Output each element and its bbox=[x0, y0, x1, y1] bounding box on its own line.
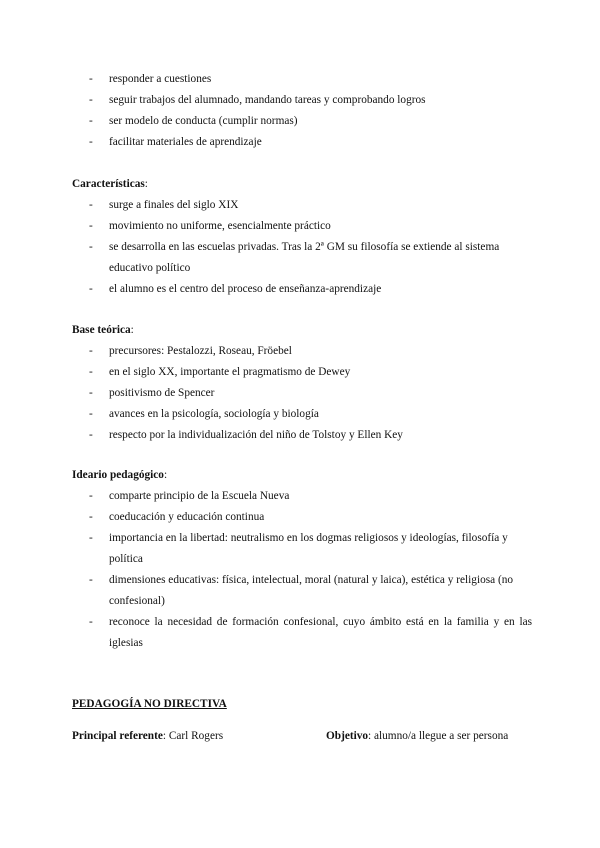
section-heading bbox=[72, 465, 532, 486]
referente-value: : Carl Rogers bbox=[162, 730, 224, 742]
list-item: - facilitar materiales de aprendizaje bbox=[72, 132, 532, 153]
list-item: - precursores: Pestalozzi, Roseau, Fröebel bbox=[72, 341, 532, 362]
list-item: - importancia en la libertad: neutralismo en los dogmas religiosos y ideologías, filosofía y política bbox=[72, 528, 532, 570]
heading-label: Ideario pedagógico bbox=[72, 469, 164, 481]
list-item: - respecto por la individualización del niño de Tolstoy y Ellen Key bbox=[72, 425, 532, 446]
referente-label: Principal referente bbox=[72, 730, 163, 742]
list-item: - avances en la psicología, sociología y biología bbox=[72, 404, 532, 425]
heading-colon: : bbox=[130, 324, 134, 336]
base-teorica-section bbox=[72, 320, 532, 446]
list-item: - coeducación y educación continua bbox=[72, 507, 532, 528]
list-item: - positivismo de Spencer bbox=[72, 383, 532, 404]
caracteristicas-list bbox=[72, 195, 532, 300]
roles-list bbox=[72, 69, 532, 153]
caracteristicas-section bbox=[72, 174, 532, 300]
roles-list-block bbox=[72, 69, 532, 153]
list-item: - dimensiones educativas: física, intelectual, moral (natural y laica), estética y religiosa (no confesional) bbox=[72, 570, 532, 612]
heading-label: Base teórica bbox=[72, 324, 131, 336]
list-item: - se desarrolla en las escuelas privadas. Tras la 2ª GM su filosofía se extiende al sistema educativo político bbox=[72, 237, 532, 279]
list-item: - surge a finales del siglo XIX bbox=[72, 195, 532, 216]
list-item: - comparte principio de la Escuela Nueva bbox=[72, 486, 532, 507]
list-item: - ser modelo de conducta (cumplir normas) bbox=[72, 111, 532, 132]
heading-colon: : bbox=[144, 178, 148, 190]
list-item: - seguir trabajos del alumnado, mandando tareas y comprobando logros bbox=[72, 90, 532, 111]
ideario-list bbox=[72, 486, 532, 654]
list-item: - el alumno es el centro del proceso de enseñanza-aprendizaje bbox=[72, 279, 532, 300]
list-item: - movimiento no uniforme, esencialmente práctico bbox=[72, 216, 532, 237]
section-heading bbox=[72, 174, 532, 195]
section-title: PEDAGOGÍA NO DIRECTIVA bbox=[72, 698, 227, 710]
referente-field bbox=[72, 730, 223, 742]
objetivo-value: : alumno/a llegue a ser persona bbox=[368, 730, 509, 742]
list-item: - responder a cuestiones bbox=[72, 69, 532, 90]
section-heading bbox=[72, 320, 532, 341]
heading-label: Características bbox=[72, 178, 145, 190]
referente-objetivo-row bbox=[72, 726, 532, 747]
objetivo-label: Objetivo bbox=[326, 730, 369, 742]
list-item: - reconoce la necesidad de formación confesional, cuyo ámbito está en la familia y en las iglesias bbox=[72, 612, 532, 654]
ideario-section bbox=[72, 465, 532, 654]
base-teorica-list bbox=[72, 341, 532, 446]
objetivo-field bbox=[326, 726, 508, 747]
heading-colon: : bbox=[163, 469, 168, 481]
list-item: - en el siglo XX, importante el pragmatismo de Dewey bbox=[72, 362, 532, 383]
